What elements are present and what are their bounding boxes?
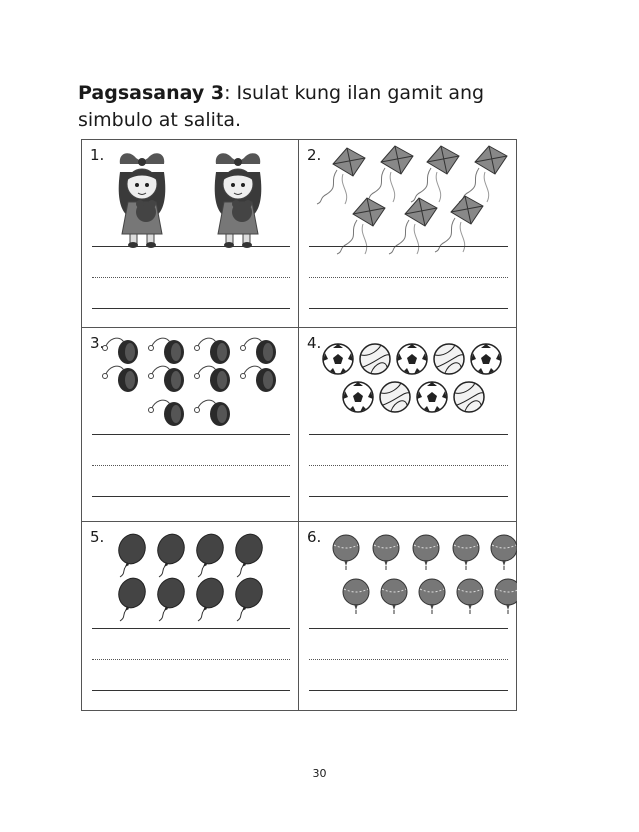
answer-line-symbol[interactable] [92,434,290,435]
answer-line-symbol[interactable] [309,434,508,435]
exercise-title: Pagsasanay 3 [78,82,225,104]
answer-line-symbol[interactable] [309,246,508,247]
exercise-heading [78,80,518,134]
answer-line-symbol[interactable] [309,628,508,629]
item-6 [299,522,516,710]
item-4 [299,328,516,522]
ball-pictures [299,328,517,522]
item-5 [82,522,299,710]
dark-balloon-pictures [82,522,300,712]
answer-line-word[interactable] [309,496,508,497]
page-number: 30 [312,767,327,780]
doll-pictures [82,140,300,328]
item-3 [82,328,299,522]
answer-line-guide [92,659,290,660]
item-number: 5. [90,528,105,546]
answer-line-guide [92,465,290,466]
answer-line-word[interactable] [309,690,508,691]
item-1 [82,140,299,328]
item-number: 1. [90,146,105,164]
exercise-instruction: : Isulat kung ilan gamit ang simbulo at salita. [78,82,485,131]
answer-line-guide [309,659,508,660]
answer-line-symbol[interactable] [92,628,290,629]
item-number: 6. [307,528,322,546]
answer-line-word[interactable] [92,496,290,497]
exercise-grid [81,139,517,711]
item-number: 4. [307,334,322,352]
answer-line-guide [309,465,508,466]
answer-line-guide [92,277,290,278]
answer-line-guide [309,277,508,278]
yoyo-pictures [82,328,300,522]
answer-line-symbol[interactable] [92,246,290,247]
item-2 [299,140,516,328]
answer-line-word[interactable] [92,308,290,309]
item-number: 3. [90,334,105,352]
item-number: 2. [307,146,322,164]
answer-line-word[interactable] [309,308,508,309]
kite-pictures [299,140,517,328]
answer-line-word[interactable] [92,690,290,691]
striped-balloon-pictures [299,522,517,712]
